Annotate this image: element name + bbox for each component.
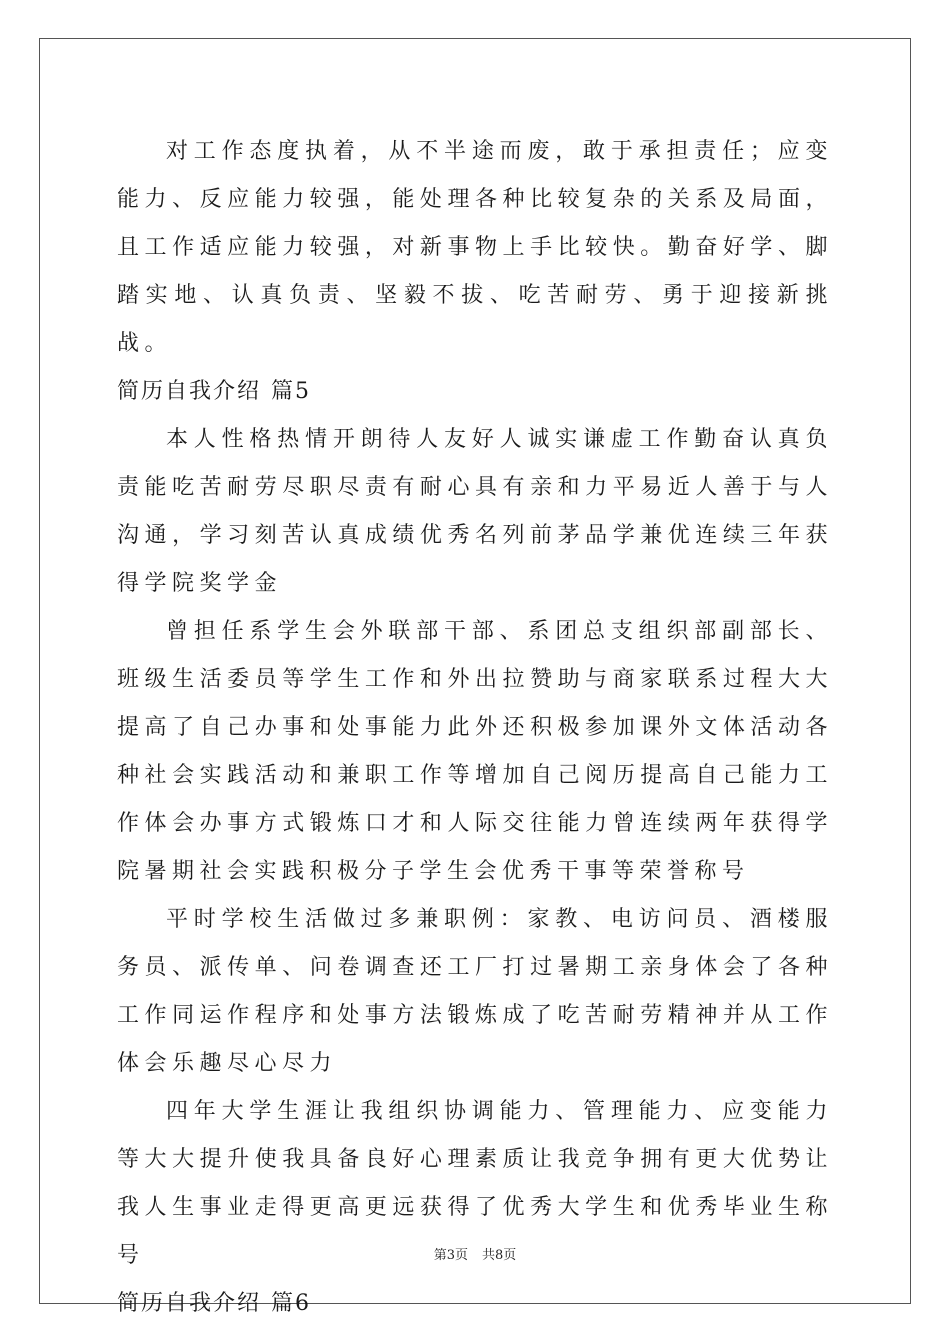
section-title: 简历自我介绍 (117, 1291, 262, 1316)
section-heading-6 (117, 1280, 833, 1328)
page-total: 共8页 (482, 1248, 517, 1263)
paragraph: 本人性格热情开朗待人友好人诚实谦虚工作勤奋认真负责能吃苦耐劳尽职尽责有耐心具有亲和力平易近人善于与人沟通，学习刻苦认真成绩优秀名列前茅品学兼优连续三年获得学院奖学金 (117, 427, 833, 596)
section-label: 篇5 (271, 379, 312, 404)
page-number: 第3页 (433, 1248, 468, 1263)
document-body (117, 128, 833, 1328)
section-heading-5 (117, 368, 833, 416)
paragraph: 平时学校生活做过多兼职例：家教、电访问员、酒楼服务员、派传单、问卷调查还工厂打过暑期工亲身体会了各种工作同运作程序和处事方法锻炼成了吃苦耐劳精神并从工作体会乐趣尽心尽力 (117, 907, 833, 1076)
paragraph: 对工作态度执着，从不半途而废，敢于承担责任；应变能力、反应能力较强，能处理各种比较复杂的关系及局面，且工作适应能力较强，对新事物上手比较快。勤奋好学、脚踏实地、认真负责、坚毅不拔、吃苦耐劳、勇于迎接新挑战。 (117, 139, 833, 356)
page-footer (0, 1246, 950, 1266)
section-title: 简历自我介绍 (117, 379, 262, 404)
paragraph: 四年大学生涯让我组织协调能力、管理能力、应变能力等大大提升使我具备良好心理素质让我竞争拥有更大优势让我人生事业走得更高更远获得了优秀大学生和优秀毕业生称号 (117, 1099, 833, 1268)
section-label: 篇6 (271, 1291, 312, 1316)
paragraph: 曾担任系学生会外联部干部、系团总支组织部副部长、班级生活委员等学生工作和外出拉赞助与商家联系过程大大提高了自己办事和处事能力此外还积极参加课外文体活动各种社会实践活动和兼职工作等增加自己阅历提高自己能力工作体会办事方式锻炼口才和人际交往能力曾连续两年获得学院暑期社会实践积极分子学生会优秀干事等荣誉称号 (117, 619, 833, 884)
